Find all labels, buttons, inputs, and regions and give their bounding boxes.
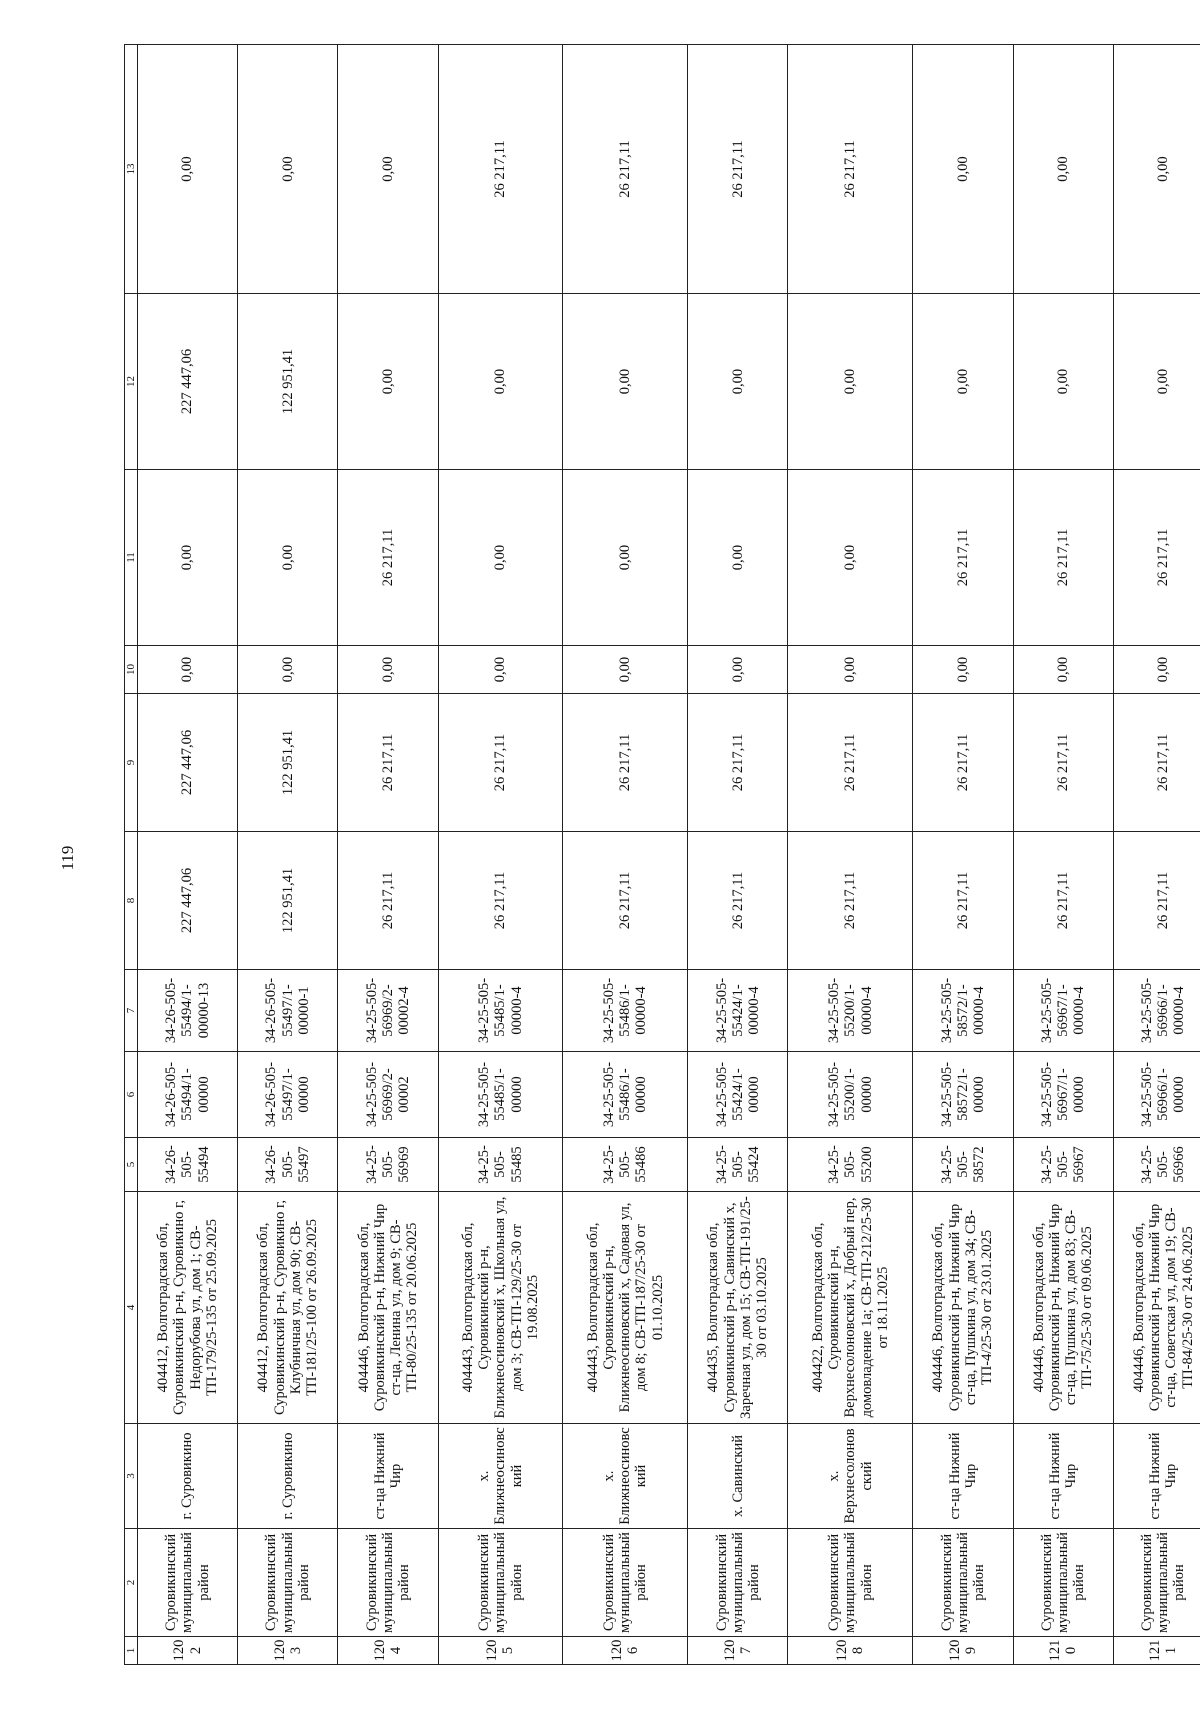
table-row [238, 45, 338, 1665]
code-cell-6: 34-25-505-56969/2-00002 [338, 1052, 438, 1138]
amount-cell-11: 26 217,11 [913, 470, 1013, 646]
amount-cell-8: 26 217,11 [563, 832, 688, 970]
amount-cell-12: 0,00 [688, 294, 788, 470]
settlement-cell: ст-ца Нижний Чир [913, 1424, 1013, 1529]
header-cell: 8 [125, 832, 138, 970]
code-cell-6: 34-25-505-55486/1-00000 [563, 1052, 688, 1138]
amount-cell-9: 26 217,11 [913, 694, 1013, 832]
code-cell-7: 34-25-505-55424/1-00000-4 [688, 970, 788, 1052]
header-row [125, 45, 138, 1665]
address-cell: 404412, Волгоградская обл, Суровикинский р-н, Суровикино г, Клубничная ул, дом 90; СВ-ТП-181/25-100 от 26.09.2025 [238, 1192, 338, 1424]
amount-cell-9: 26 217,11 [1113, 694, 1200, 832]
amount-cell-12: 0,00 [563, 294, 688, 470]
amount-cell-8: 26 217,11 [688, 832, 788, 970]
district-cell: Суровикинский муниципальный район [1113, 1529, 1200, 1637]
table-row [913, 45, 1013, 1665]
district-cell: Суровикинский муниципальный район [238, 1529, 338, 1637]
amount-cell-11: 26 217,11 [338, 470, 438, 646]
amount-cell-10: 0,00 [438, 646, 563, 694]
amount-cell-9: 26 217,11 [338, 694, 438, 832]
address-cell: 404446, Волгоградская обл, Суровикинский р-н, Нижний Чир ст-ца, Советская ул, дом 19; СВ-ТП-84/25-30 от 24.06.2025 [1113, 1192, 1200, 1424]
amount-cell-13: 26 217,11 [563, 45, 688, 294]
district-cell: Суровикинский муниципальный район [338, 1529, 438, 1637]
district-cell: Суровикинский муниципальный район [688, 1529, 788, 1637]
amount-cell-12: 0,00 [1113, 294, 1200, 470]
amount-cell-11: 0,00 [563, 470, 688, 646]
amount-cell-12: 0,00 [913, 294, 1013, 470]
rotated-table-wrapper [124, 45, 1200, 1665]
amount-cell-8: 26 217,11 [338, 832, 438, 970]
row-number: 1208 [788, 1637, 913, 1665]
amount-cell-13: 0,00 [1013, 45, 1113, 294]
header-cell: 12 [125, 294, 138, 470]
code-cell-7: 34-25-505-56966/1-00000-4 [1113, 970, 1200, 1052]
amount-cell-11: 0,00 [438, 470, 563, 646]
code-cell-6: 34-25-505-55424/1-00000 [688, 1052, 788, 1138]
amount-cell-9: 26 217,11 [688, 694, 788, 832]
code-cell-7: 34-25-505-55486/1-00000-4 [563, 970, 688, 1052]
code-cell-6: 34-26-505-55494/1-00000 [138, 1052, 238, 1138]
amount-cell-8: 26 217,11 [1113, 832, 1200, 970]
amount-cell-11: 26 217,11 [1013, 470, 1113, 646]
district-cell: Суровикинский муниципальный район [1013, 1529, 1113, 1637]
row-number: 1203 [238, 1637, 338, 1665]
amount-cell-8: 122 951,41 [238, 832, 338, 970]
code-cell-6: 34-25-505-56966/1-00000 [1113, 1052, 1200, 1138]
code-cell-7: 34-25-505-58572/1-00000-4 [913, 970, 1013, 1052]
amount-cell-10: 0,00 [138, 646, 238, 694]
amount-cell-9: 26 217,11 [438, 694, 563, 832]
address-cell: 404446, Волгоградская обл, Суровикинский р-н, Нижний Чир ст-ца, Пушкина ул, дом 34; СВ-ТП-4/25-30 от 23.01.2025 [913, 1192, 1013, 1424]
amount-cell-13: 0,00 [238, 45, 338, 294]
amount-cell-8: 26 217,11 [788, 832, 913, 970]
settlement-cell: ст-ца Нижний Чир [338, 1424, 438, 1529]
amount-cell-13: 0,00 [1113, 45, 1200, 294]
code-cell-5: 34-25-505-55424 [688, 1138, 788, 1192]
code-cell-5: 34-25-505-55486 [563, 1138, 688, 1192]
district-cell: Суровикинский муниципальный район [438, 1529, 563, 1637]
code-cell-5: 34-25-505-55485 [438, 1138, 563, 1192]
amount-cell-12: 0,00 [788, 294, 913, 470]
code-cell-5: 34-25-505-56969 [338, 1138, 438, 1192]
amount-cell-8: 26 217,11 [913, 832, 1013, 970]
code-cell-5: 34-26-505-55497 [238, 1138, 338, 1192]
row-number: 1206 [563, 1637, 688, 1665]
district-cell: Суровикинский муниципальный район [138, 1529, 238, 1637]
settlement-cell: х. Ближнеосиновский [438, 1424, 563, 1529]
settlement-cell: ст-ца Нижний Чир [1013, 1424, 1113, 1529]
code-cell-7: 34-25-505-56967/1-00000-4 [1013, 970, 1113, 1052]
settlement-cell: х. Савинский [688, 1424, 788, 1529]
table-row [788, 45, 913, 1665]
amount-cell-11: 26 217,11 [1113, 470, 1200, 646]
amount-cell-9: 227 447,06 [138, 694, 238, 832]
amount-cell-11: 0,00 [688, 470, 788, 646]
code-cell-6: 34-26-505-55497/1-00000 [238, 1052, 338, 1138]
code-cell-6: 34-25-505-55200/1-00000 [788, 1052, 913, 1138]
address-cell: 404446, Волгоградская обл, Суровикинский р-н, Нижний Чир ст-ца, Пушкина ул, дом 83; СВ-ТП-75/25-30 от 09.06.2025 [1013, 1192, 1113, 1424]
amount-cell-13: 26 217,11 [688, 45, 788, 294]
row-number: 1209 [913, 1637, 1013, 1665]
amount-cell-12: 227 447,06 [138, 294, 238, 470]
amount-cell-12: 0,00 [438, 294, 563, 470]
header-cell: 5 [125, 1138, 138, 1192]
district-cell: Суровикинский муниципальный район [563, 1529, 688, 1637]
header-cell: 10 [125, 646, 138, 694]
row-number: 1210 [1013, 1637, 1113, 1665]
amount-cell-12: 122 951,41 [238, 294, 338, 470]
header-cell: 6 [125, 1052, 138, 1138]
amount-cell-13: 26 217,11 [438, 45, 563, 294]
code-cell-5: 34-25-505-56967 [1013, 1138, 1113, 1192]
header-cell: 3 [125, 1424, 138, 1529]
amount-cell-8: 26 217,11 [438, 832, 563, 970]
amount-cell-10: 0,00 [688, 646, 788, 694]
amount-cell-8: 227 447,06 [138, 832, 238, 970]
code-cell-7: 34-25-505-55485/1-00000-4 [438, 970, 563, 1052]
page-number: 119 [58, 845, 77, 871]
code-cell-5: 34-25-505-56966 [1113, 1138, 1200, 1192]
amount-cell-9: 26 217,11 [1013, 694, 1113, 832]
amount-cell-10: 0,00 [1013, 646, 1113, 694]
address-cell: 404443, Волгоградская обл, Суровикинский р-н, Ближнеосиновский х, Школьная ул, дом 3; СВ-ТП-129/25-30 от 19.08.2025 [438, 1192, 563, 1424]
header-cell: 13 [125, 45, 138, 294]
amount-cell-10: 0,00 [913, 646, 1013, 694]
amount-cell-10: 0,00 [563, 646, 688, 694]
code-cell-7: 34-25-505-55200/1-00000-4 [788, 970, 913, 1052]
amount-cell-12: 0,00 [338, 294, 438, 470]
table-row [1013, 45, 1113, 1665]
table-row [438, 45, 563, 1665]
settlement-cell: х. Ближнеосиновский [563, 1424, 688, 1529]
row-number: 1211 [1113, 1637, 1200, 1665]
amount-cell-9: 122 951,41 [238, 694, 338, 832]
register-table [124, 44, 1200, 1665]
table-row [1113, 45, 1200, 1665]
settlement-cell: ст-ца Нижний Чир [1113, 1424, 1200, 1529]
amount-cell-11: 0,00 [788, 470, 913, 646]
header-cell: 2 [125, 1529, 138, 1637]
code-cell-6: 34-25-505-55485/1-00000 [438, 1052, 563, 1138]
row-number: 1205 [438, 1637, 563, 1665]
amount-cell-9: 26 217,11 [788, 694, 913, 832]
settlement-cell: г. Суровикино [138, 1424, 238, 1529]
district-cell: Суровикинский муниципальный район [788, 1529, 913, 1637]
header-cell: 9 [125, 694, 138, 832]
amount-cell-12: 0,00 [1013, 294, 1113, 470]
amount-cell-11: 0,00 [238, 470, 338, 646]
amount-cell-9: 26 217,11 [563, 694, 688, 832]
code-cell-6: 34-25-505-58572/1-00000 [913, 1052, 1013, 1138]
address-cell: 404422, Волгоградская обл, Суровикинский р-н, Верхнесолоновский х, Добрый пер, домовладение 1а; СВ-ТП-212/25-30 от 18.11.2025 [788, 1192, 913, 1424]
amount-cell-10: 0,00 [338, 646, 438, 694]
code-cell-7: 34-25-505-56969/2-00002-4 [338, 970, 438, 1052]
settlement-cell: х. Верхнесолоновский [788, 1424, 913, 1529]
code-cell-6: 34-25-505-56967/1-00000 [1013, 1052, 1113, 1138]
address-cell: 404446, Волгоградская обл, Суровикинский р-н, Нижний Чир ст-ца, Ленина ул, дом 9; СВ-ТП-80/25-135 от 20.06.2025 [338, 1192, 438, 1424]
address-cell: 404412, Волгоградская обл, Суровикинский р-н, Суровикино г, Недорубова ул, дом 1; СВ-ТП-179/25-135 от 25.09.2025 [138, 1192, 238, 1424]
address-cell: 404435, Волгоградская обл, Суровикинский р-н, Савинский х, Заречная ул, дом 15; СВ-ТП-191/25-30 от 03.10.2025 [688, 1192, 788, 1424]
header-cell: 7 [125, 970, 138, 1052]
amount-cell-13: 26 217,11 [788, 45, 913, 294]
settlement-cell: г. Суровикино [238, 1424, 338, 1529]
code-cell-5: 34-25-505-58572 [913, 1138, 1013, 1192]
code-cell-7: 34-26-505-55497/1-00000-1 [238, 970, 338, 1052]
header-cell: 1 [125, 1637, 138, 1665]
amount-cell-10: 0,00 [238, 646, 338, 694]
amount-cell-10: 0,00 [788, 646, 913, 694]
code-cell-5: 34-25-505-55200 [788, 1138, 913, 1192]
table-row [138, 45, 238, 1665]
table-row [338, 45, 438, 1665]
amount-cell-13: 0,00 [338, 45, 438, 294]
table-row [563, 45, 688, 1665]
row-number: 1202 [138, 1637, 238, 1665]
amount-cell-8: 26 217,11 [1013, 832, 1113, 970]
table-row [688, 45, 788, 1665]
amount-cell-10: 0,00 [1113, 646, 1200, 694]
header-cell: 4 [125, 1192, 138, 1424]
code-cell-7: 34-26-505-55494/1-00000-13 [138, 970, 238, 1052]
row-number: 1204 [338, 1637, 438, 1665]
row-number: 1207 [688, 1637, 788, 1665]
header-cell: 11 [125, 470, 138, 646]
amount-cell-13: 0,00 [138, 45, 238, 294]
amount-cell-13: 0,00 [913, 45, 1013, 294]
district-cell: Суровикинский муниципальный район [913, 1529, 1013, 1637]
code-cell-5: 34-26-505-55494 [138, 1138, 238, 1192]
amount-cell-11: 0,00 [138, 470, 238, 646]
address-cell: 404443, Волгоградская обл, Суровикинский р-н, Ближнеосиновский х, Садовая ул, дом 8; СВ-ТП-187/25-30 от 01.10.2025 [563, 1192, 688, 1424]
